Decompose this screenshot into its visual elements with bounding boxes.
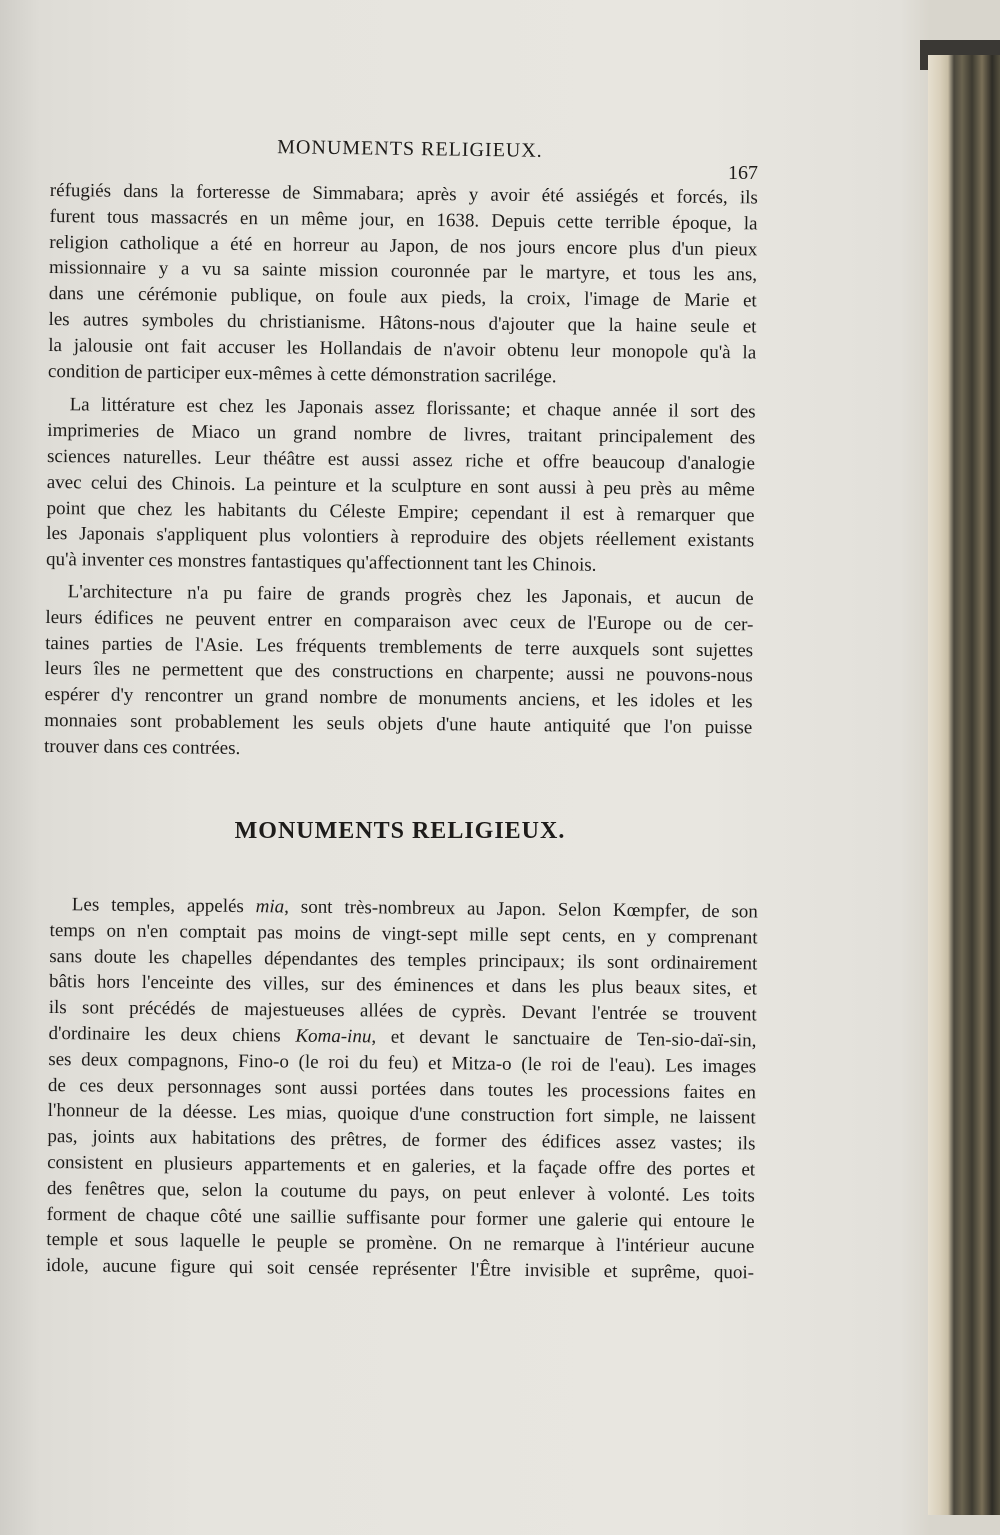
text-line: point que chez les habitants du Céleste Empire; cependant il est à remarquer que — [46, 497, 755, 526]
text-line: leurs édifices ne peuvent entrer en comparaison avec ceux de l'Europe ou de cer- — [45, 606, 754, 636]
book-page-edges — [928, 55, 1000, 1515]
text-segment: bâtis hors l'enceinte des villes, sur des éminences et dans les plus beaux sites, et — [48, 971, 758, 1000]
text-segment: l'honneur de la déesse. Les mias, quoique d'une construction fort simple, ne laissent — [47, 1100, 756, 1129]
paragraph — [46, 392, 756, 580]
text-segment: ils sont précédés de majestueuses allées de cyprès. Devant l'entrée se trouvent — [48, 997, 757, 1026]
text-line: imprimeries de Miaco un grand nombre de livres, traitant principalement des — [47, 420, 756, 449]
text-line: dans une cérémonie publique, on foule aux pieds, la croix, l'image de Marie et — [48, 283, 757, 312]
page-number: 167 — [728, 162, 758, 184]
text-line: trouver dans ces contrées. — [43, 735, 241, 759]
text-line: condition de participer eux-mêmes à cette démonstration sacrilége. — [47, 360, 557, 387]
text-line: L'architecture n'a pu faire de grands progrès chez les Japonais, et aucun de — [67, 581, 754, 610]
text-segment: forment de chaque côté une saillie suffisante pour former une galerie qui entoure le — [46, 1203, 755, 1232]
body-text-top — [44, 178, 758, 767]
text-segment: temple et sous laquelle le peuple se promène. On ne remarque à l'intérieur aucune — [46, 1229, 755, 1258]
text-segment: sans doute les chapelles dépendantes des temples principaux; ils sont ordinairement — [49, 945, 758, 975]
italic-term: mia — [255, 896, 285, 918]
text-segment: de ces deux personnages sont aussi portées dans toutes les processions faites en — [47, 1074, 757, 1103]
text-segment: d'ordinaire les deux chiens — [48, 1022, 296, 1047]
text-segment: temps on n'en comptait pas moins de vingt-sept mille sept cents, en y comprenant — [49, 919, 758, 949]
running-head: MONUMENTS RELIGIEUX. — [277, 136, 543, 162]
section-heading: MONUMENTS RELIGIEUX. — [234, 818, 566, 844]
text-line: monnaies sont probablement les seuls objets d'une haute antiquité que l'on puisse — [44, 709, 753, 739]
text-line: La littérature est chez les Japonais assez florissante; et chaque année il sort des — [69, 394, 756, 423]
text-line: leurs îles ne permettent que des constructions en charpente; aussi ne pouvons-nous — [44, 658, 753, 687]
text-segment: , sont très-nombreux au Japon. Selon Kœmpfer, de son — [284, 896, 758, 923]
paragraph — [48, 178, 758, 392]
text-segment: Les temples, appelés — [71, 894, 256, 918]
text-segment: pas, joints aux habitations des prêtres, de former des édifices assez vastes; ils — [47, 1126, 756, 1155]
body-text-temples — [46, 892, 758, 1286]
text-line: qu'à inventer ces monstres fantastiques qu'affectionnent tant les Chinois. — [45, 549, 597, 576]
text-line: avec celui des Chinois. La peinture et la sculpture en sont aussi à peu près au même — [46, 471, 755, 501]
text-line: les autres symboles du christianisme. Hâtons-nous d'ajouter que la haine seule et — [48, 308, 757, 338]
text-line: les Japonais s'appliquent plus volontiers à reproduire des objets réellement existants — [46, 523, 755, 552]
text-segment: consistent en plusieurs appartements et en galeries, et la façade offre des portes et — [47, 1151, 756, 1181]
text-line: sciences naturelles. Leur théâtre est aussi assez riche et offre beaucoup d'analogie — [46, 445, 756, 475]
text-line: missionnaire y a vu sa sainte mission couronnée par le martyre, et tous les ans, — [48, 257, 758, 286]
text-line: réfugiés dans la forteresse de Simmabara; après y avoir été assiégés et forcés, ils — [49, 179, 758, 209]
text-segment: , et devant le sanctuaire de Ten-sio-daï-sin, — [371, 1026, 757, 1052]
italic-term: Koma-inu — [295, 1025, 372, 1048]
text-segment: ses deux compagnons, Fino-o (le roi du feu) et Mitza-o (le roi de l'eau). Les images — [48, 1048, 757, 1078]
text-segment: idole, aucune figure qui soit censée représenter l'Être invisible et suprême, quoi- — [45, 1255, 755, 1284]
text-segment: des fenêtres que, selon la coutume du pays, on peut enlever à volonté. Les toits — [46, 1177, 755, 1207]
text-line: espérer d'y rencontrer un grand nombre de monuments anciens, et les idoles et les — [44, 684, 753, 713]
text-line: taines parties de l'Asie. Les fréquents tremblements de terre auxquels sont sujettes — [45, 632, 754, 661]
text-line: furent tous massacrés en un même jour, en 1638. Depuis cette terrible époque, la — [49, 205, 758, 235]
text-line: religion catholique a été en horreur au Japon, de nos jours encore plus d'un pieux — [49, 231, 758, 261]
text-line: la jalousie ont fait accuser les Hollandais de n'avoir obtenu leur monopole qu'à la — [48, 334, 757, 364]
paragraph — [44, 579, 754, 767]
